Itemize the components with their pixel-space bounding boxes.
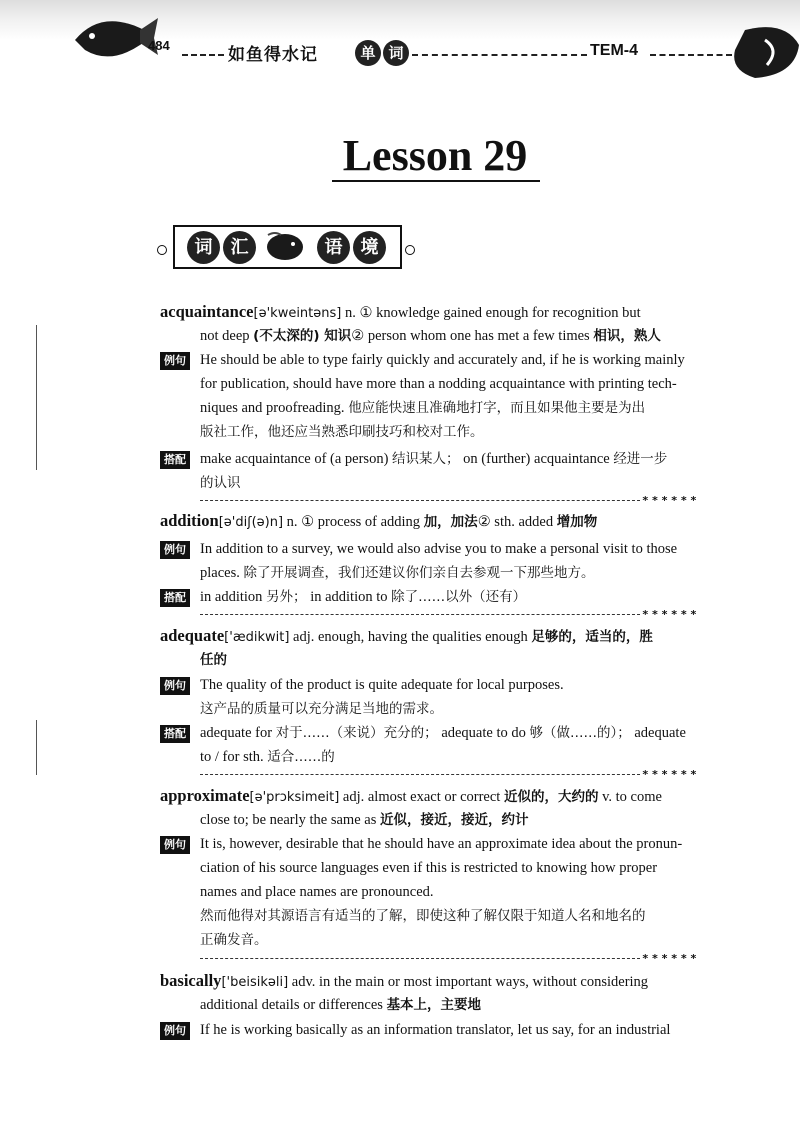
separator-stars: ******	[642, 952, 700, 965]
banner-char: 境	[353, 231, 386, 264]
entry-line: make acquaintance of (a person) 结识某人； on (further) acquaintance 经进一步	[200, 451, 668, 467]
entry-separator	[200, 614, 640, 615]
entry-line: close to; be nearly the same as 近似，接近，接近，约计	[200, 812, 529, 828]
entry-line: additional details or differences 基本上，主要地	[200, 997, 482, 1013]
entry-line: basically['beisikəli] adv. in the main or most important ways, without considering	[160, 971, 649, 990]
example-tag: 例句	[160, 677, 190, 695]
entry-line: addition[ə'diʃ(ə)n] n. ① process of adding 加，加法② sth. added 增加物	[160, 511, 598, 530]
lesson-title: Lesson 29	[342, 131, 528, 180]
fish-tail-icon	[725, 20, 800, 80]
separator-stars: ******	[642, 608, 700, 621]
fish-logo-icon	[70, 10, 160, 65]
entry-line: ciation of his source languages even if this is restricted to knowing how proper	[200, 860, 658, 876]
entry-separator	[200, 774, 640, 775]
header-dash	[650, 54, 732, 56]
badge-ci: 词	[383, 40, 409, 66]
entry-line: for publication, should have more than a nodding acquaintance with printing tech-	[200, 376, 677, 392]
banner-char: 词	[187, 231, 220, 264]
entry-line: approximate[ə'prɔksimeit] adj. almost exact or correct 近似的，大约的 v. to come	[160, 786, 662, 805]
header-dash	[182, 54, 224, 56]
title-underline	[332, 180, 540, 182]
banner-ring	[157, 245, 167, 255]
entry-line: to / for sth. 适合……的	[200, 749, 335, 765]
entry-separator	[200, 958, 640, 959]
collocation-tag: 搭配	[160, 589, 190, 607]
entry-line: acquaintance[ə'kweintəns] n. ① knowledge gained enough for recognition but	[160, 302, 641, 321]
header-dash	[412, 54, 587, 56]
entry-line: places. 除了开展调查，我们还建议你们亲自去参观一下那些地方。	[200, 565, 595, 581]
banner-ring	[405, 245, 415, 255]
separator-stars: ******	[642, 768, 700, 781]
entry-line: If he is working basically as an information translator, let us say, for an industrial	[200, 1022, 671, 1038]
fish-icon	[263, 229, 307, 263]
badge-dan: 单	[355, 40, 381, 66]
entry-line: adequate['ædikwit] adj. enough, having the qualities enough 足够的，适当的，胜	[160, 626, 653, 645]
entry-line: not deep (不太深的) 知识② person whom one has met a few times 相识，熟人	[200, 328, 661, 344]
book-title: 如鱼得水记	[228, 45, 318, 65]
margin-line	[36, 720, 37, 775]
vocab-banner	[173, 225, 402, 269]
entry-line: in addition 另外； in addition to 除了……以外（还有）	[200, 589, 527, 605]
entry-line: 版社工作，他还应当熟悉印刷技巧和校对工作。	[200, 424, 484, 440]
entry-line: 然而他得对其源语言有适当的了解，即使这种了解仅限于知道人名和地名的	[200, 908, 646, 924]
entry-line: It is, however, desirable that he should have an approximate idea about the pronun-	[200, 836, 683, 852]
entry-line: He should be able to type fairly quickly and accurately and, if he is working mainly	[200, 352, 685, 368]
example-tag: 例句	[160, 1022, 190, 1040]
exam-label: TEM-4	[590, 42, 638, 59]
entry-line: 这产品的质量可以充分满足当地的需求。	[200, 701, 443, 717]
entry-line: The quality of the product is quite adequate for local purposes.	[200, 677, 564, 693]
entry-separator	[200, 500, 640, 501]
banner-char: 语	[317, 231, 350, 264]
banner-char: 汇	[223, 231, 256, 264]
separator-stars: ******	[642, 494, 700, 507]
collocation-tag: 搭配	[160, 725, 190, 743]
entry-line: names and place names are pronounced.	[200, 884, 434, 900]
collocation-tag: 搭配	[160, 451, 190, 469]
margin-line	[36, 325, 37, 470]
entry-line: In addition to a survey, we would also advise you to make a personal visit to those	[200, 541, 678, 557]
entry-line: niques and proofreading. 他应能快速且准确地打字，而且如果他主要是为出	[200, 400, 646, 416]
entry-line: adequate for 对于……（来说）充分的； adequate to do 够（做……的）； adequate	[200, 725, 686, 741]
example-tag: 例句	[160, 352, 190, 370]
example-tag: 例句	[160, 836, 190, 854]
entry-line: 正确发音。	[200, 932, 268, 948]
entry-line: 的认识	[200, 475, 241, 491]
entry-line: 任的	[200, 652, 227, 668]
example-tag: 例句	[160, 541, 190, 559]
page-number: 484	[148, 38, 170, 53]
